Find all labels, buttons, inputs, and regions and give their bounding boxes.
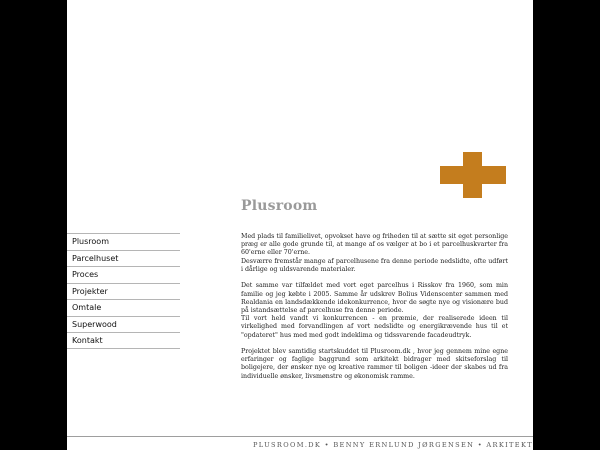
- page-title: Plusroom: [241, 198, 318, 214]
- plus-logo-horizontal: [440, 166, 506, 184]
- nav-item-parcelhuset[interactable]: Parcelhuset: [67, 250, 180, 267]
- nav-item-omtale[interactable]: Omtale: [67, 299, 180, 316]
- nav-item-superwood[interactable]: Superwood: [67, 316, 180, 333]
- content-paragraph: Projektet blev samtidig startskuddet til Plusroom.dk , hvor jeg gennem mine egne erfaringer og faglige baggrund som arkitekt bidrager med skitseforslag til boligejere, der ønsker nye og kreative rammer til boligen -ideer der skabes ud fra individuelle ønsker, livsmønstre og økonomisk ramme.: [241, 348, 508, 380]
- main-content: [241, 233, 508, 389]
- nav-item-kontakt[interactable]: Kontakt: [67, 332, 180, 349]
- content-paragraph: Det samme var tilfældet med vort eget parcelhus i Risskov fra 1960, som min familie og jeg købte i 2005. Samme år udskrev Bolius Videnscenter sammen med Realdania en landsdækkende idekonkurrence, hvor de søgte nye og visionære bud på istandsættelse af parcelhuse fra denne periode. Til vort held vandt vi konkurrencen - en præmie, der realiserede ideen til virkelighed med forvandlingen af vort nedslidte og energikrævende hus til et "opdateret" hus med med godt indeklima og tidssvarende facadeudtryk.: [241, 282, 508, 339]
- content-paragraph: Med plads til familielivet, opvokset have og friheden til at sætte sit eget personlige præg er alle gode grunde til, at mange af os vælger at bo i et parcelhuskvarter fra 60'erne eller 70'erne. Desværre fremstår mange af parcelhusene fra denne periode nedslidte, ofte udført i dårlige og uldsvarende materialer.: [241, 233, 508, 273]
- nav-item-projekter[interactable]: Projekter: [67, 283, 180, 300]
- main-navigation: [67, 233, 180, 349]
- footer-divider: [67, 436, 533, 437]
- nav-item-plusroom[interactable]: Plusroom: [67, 233, 180, 250]
- footer-text: PLUSROOM.DK • BENNY ERNLUND JØRGENSEN • ARKITEKT: [252, 441, 533, 449]
- nav-item-proces[interactable]: Proces: [67, 266, 180, 283]
- page-panel: [67, 0, 533, 450]
